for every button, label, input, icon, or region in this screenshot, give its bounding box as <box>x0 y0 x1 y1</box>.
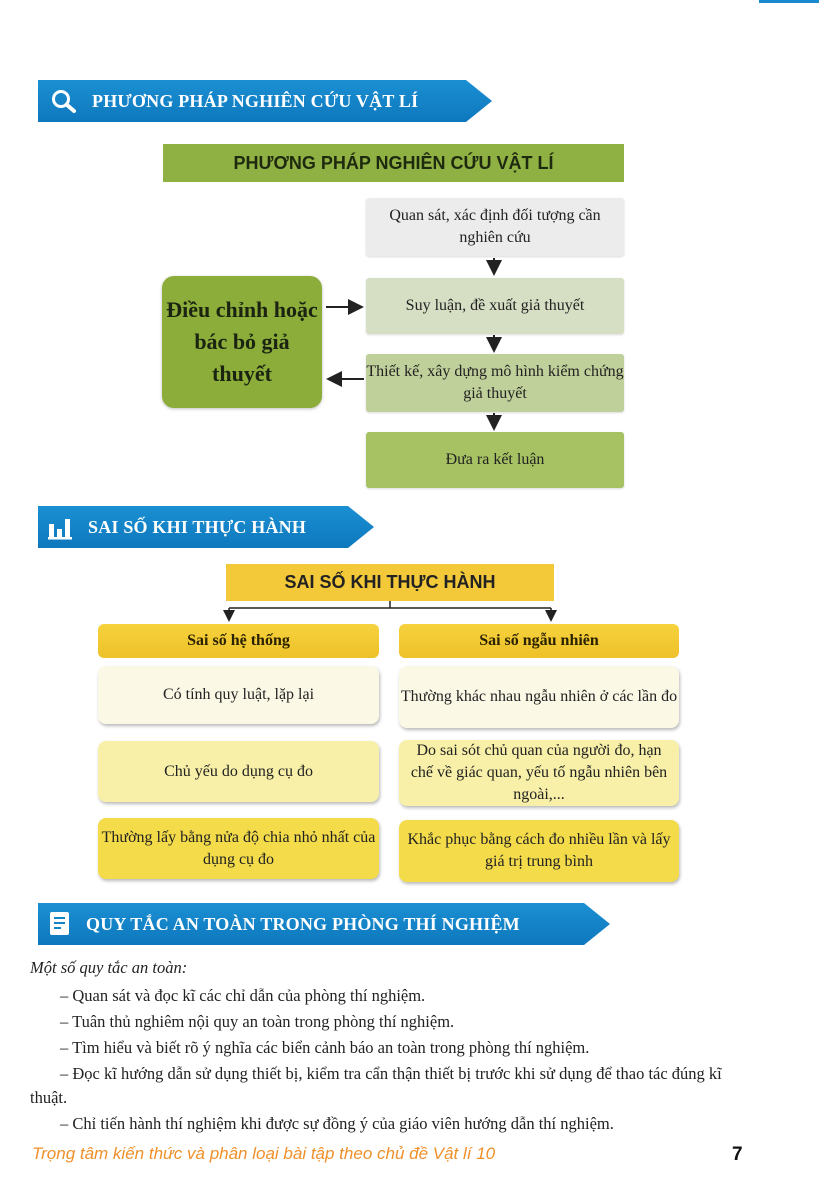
random-error-header: Sai số ngẫu nhiên <box>399 624 679 658</box>
section-title-errors: SAI SỐ KHI THỰC HÀNH <box>88 517 307 537</box>
random-item-1: Thường khác nhau ngẫu nhiên ở các lần đo <box>399 666 679 728</box>
step-conclusion: Đưa ra kết luận <box>366 432 624 488</box>
footer-book-title: Trọng tâm kiến thức và phân loại bài tập theo chủ đề Vật lí 10 <box>32 1144 496 1163</box>
errors-diagram-heading: SAI SỐ KHI THỰC HÀNH <box>226 564 554 601</box>
systematic-item-1: Có tính quy luật, lặp lại <box>98 666 379 724</box>
section-title-methods: PHƯƠNG PHÁP NGHIÊN CỨU VẬT LÍ <box>92 91 419 111</box>
step-observe: Quan sát, xác định đối tượng cần nghiên cứu <box>366 198 624 256</box>
systematic-item-3: Thường lấy bằng nửa độ chia nhỏ nhất của dụng cụ đo <box>98 818 379 879</box>
document-icon <box>48 911 76 937</box>
section-title-safety: QUY TẮC AN TOÀN TRONG PHÒNG THÍ NGHIỆM <box>86 914 520 934</box>
methods-diagram-heading: PHƯƠNG PHÁP NGHIÊN CỨU VẬT LÍ <box>163 144 624 182</box>
step-hypothesis: Suy luận, đề xuất giả thuyết <box>366 278 624 334</box>
safety-rule-1: – Quan sát và đọc kĩ các chỉ dẫn của phòng thí nghiệm. <box>60 986 426 1005</box>
safety-rule-4: – Đọc kĩ hướng dẫn sử dụng thiết bị, kiểm tra cẩn thận thiết bị trước khi sử dụng để thao tác đúng kĩ thuật. <box>30 1064 722 1107</box>
page-number: 7 <box>732 1144 743 1165</box>
safety-rule-2: – Tuân thủ nghiêm nội quy an toàn trong phòng thí nghiệm. <box>60 1012 455 1031</box>
safety-rules <box>30 956 760 1136</box>
systematic-error-header: Sai số hệ thống <box>98 624 379 658</box>
adjust-hypothesis-box: Điều chỉnh hoặc bác bỏ giả thuyết <box>162 276 322 408</box>
random-item-3: Khắc phục bằng cách đo nhiều lần và lấy giá trị trung bình <box>399 820 679 882</box>
step-model: Thiết kế, xây dựng mô hình kiểm chứng giả thuyết <box>366 354 624 412</box>
systematic-item-2: Chủ yếu do dụng cụ đo <box>98 741 379 802</box>
safety-intro: Một số quy tắc an toàn: <box>30 958 188 977</box>
section-banner-safety <box>38 903 610 945</box>
random-item-2: Do sai sót chủ quan của người đo, hạn chế về giác quan, yếu tố ngẫu nhiên bên ngoài,... <box>399 740 679 806</box>
safety-rule-5: – Chỉ tiến hành thí nghiệm khi được sự đồng ý của giáo viên hướng dẫn thí nghiệm. <box>60 1114 614 1133</box>
safety-rule-3: – Tìm hiểu và biết rõ ý nghĩa các biển cảnh báo an toàn trong phòng thí nghiệm. <box>60 1038 590 1057</box>
